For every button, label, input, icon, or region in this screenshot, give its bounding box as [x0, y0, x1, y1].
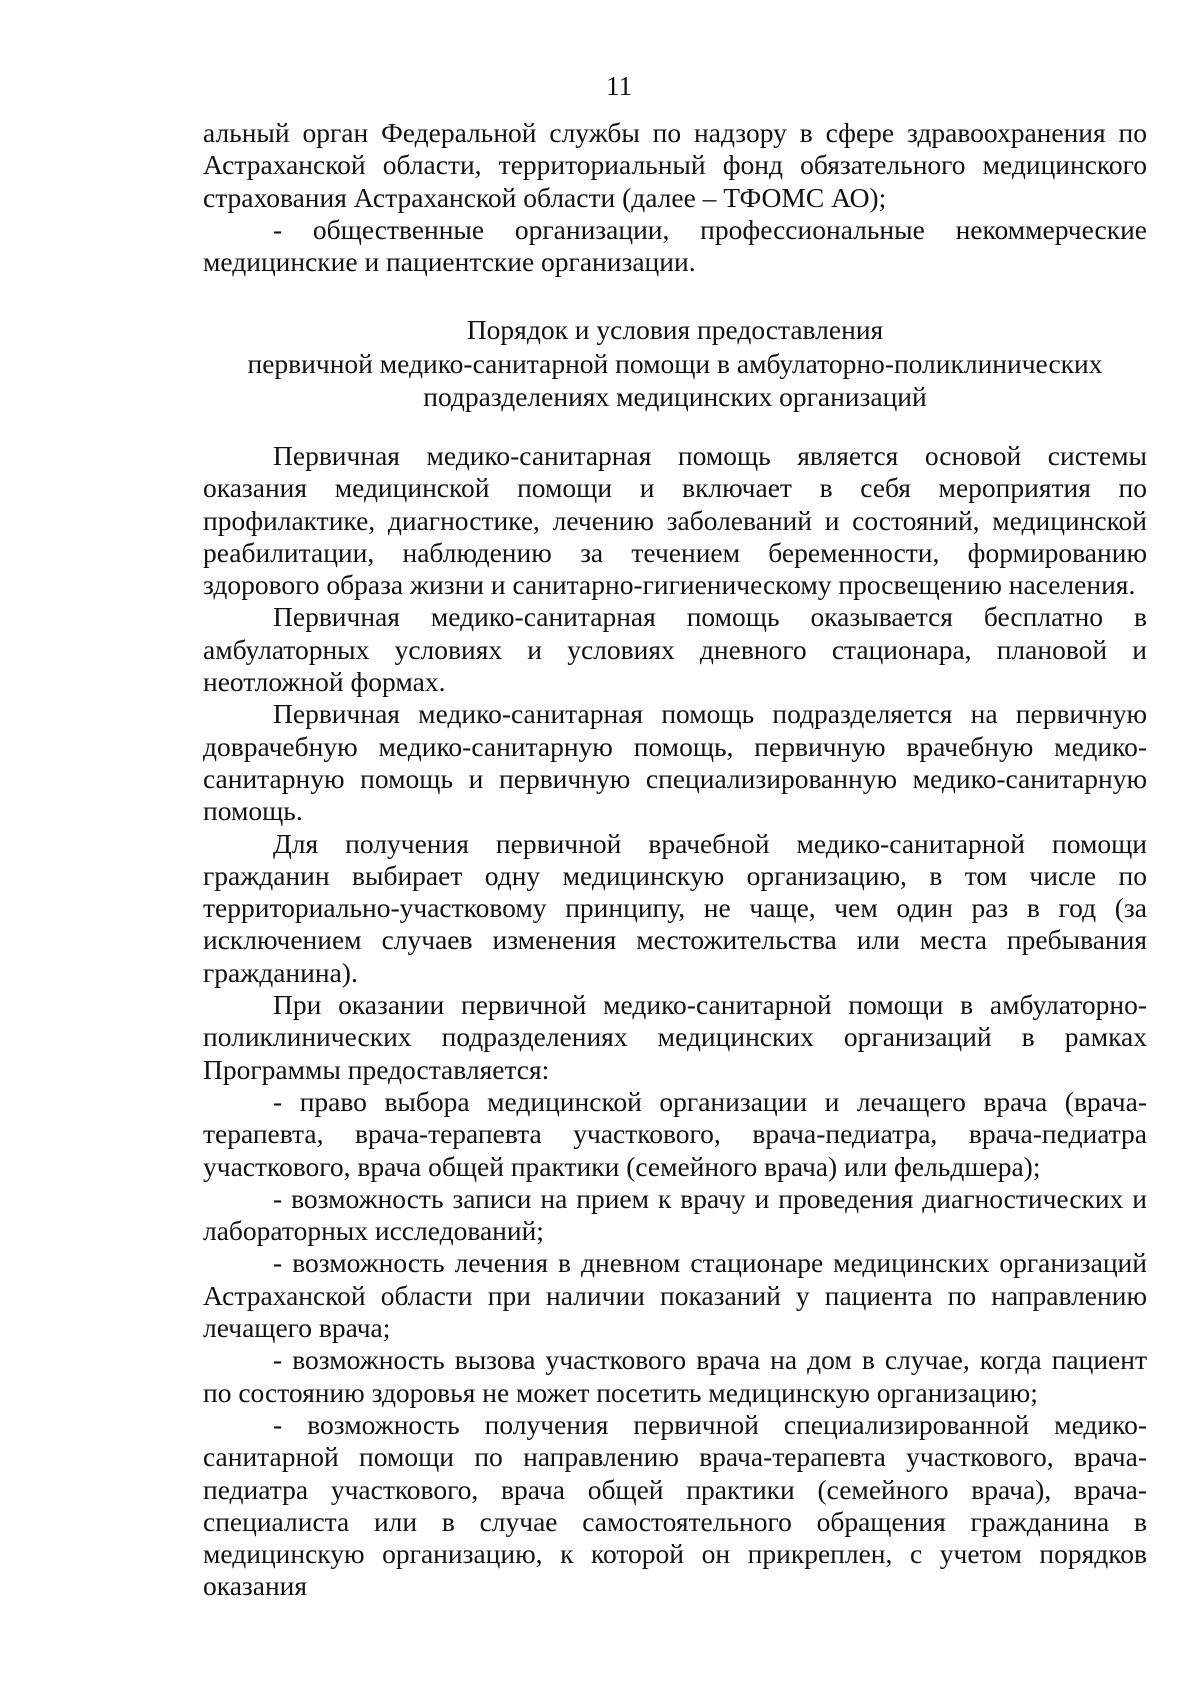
- section-body: [203, 440, 1147, 1603]
- list-item: - возможность получения первичной специализированной медико-санитарной помощи по направлению врача-терапевта участкового, врача-педиатра участкового, врача общей практики (семейного врача), врача-специалиста или в случае самостоятельного обращения гражданина в медицинскую организацию, к которой он прикреплен, с учетом порядков оказания: [203, 1408, 1147, 1602]
- paragraph: - общественные организации, профессиональные некоммерческие медицинские и пациентские организации.: [203, 213, 1147, 278]
- heading-line: подразделениях медицинских организаций: [423, 381, 927, 412]
- section-heading: [203, 313, 1147, 414]
- paragraph: альный орган Федеральной службы по надзору в сфере здравоохранения по Астраханской области, территориальный фонд обязательного медицинского страхования Астраханской области (далее – ТФОМС АО);: [203, 117, 1147, 213]
- list-item: - возможность записи на прием к врачу и проведения диагностических и лабораторных исследований;: [203, 1182, 1147, 1247]
- list-item: - право выбора медицинской организации и лечащего врача (врача-терапевта, врача-терапевта участкового, врача-педиатра, врача-педиатра участкового, врача общей практики (семейного врача) или фельдшера);: [203, 1085, 1147, 1182]
- list-item: - возможность лечения в дневном стационаре медицинских организаций Астраханской области при наличии показаний у пациента по направлению лечащего врача;: [203, 1247, 1147, 1344]
- page-number: 11: [606, 71, 632, 101]
- list-item: - возможность вызова участкового врача на дом в случае, когда пациент по состоянию здоровья не может посетить медицинскую организацию;: [203, 1344, 1147, 1408]
- paragraph: Первичная медико-санитарная помощь подразделяется на первичную доврачебную медико-санитарную помощь, первичную врачебную медико-санитарную помощь и первичную специализированную медико-санитарную помощь.: [203, 698, 1147, 827]
- heading-line: первичной медико-санитарной помощи в амбулаторно-поликлинических: [247, 347, 1103, 379]
- paragraph: Первичная медико-санитарная помощь оказывается бесплатно в амбулаторных условиях и условиях дневного стационара, плановой и неотложной формах.: [203, 601, 1147, 698]
- paragraph: Первичная медико-санитарная помощь является основой системы оказания медицинской помощи и включает в себя мероприятия по профилактике, диагностике, лечению заболеваний и состояний, медицинской реабилитации, наблюдению за течением беременности, формированию здорового образа жизни и санитарно-гигиеническому просвещению населения.: [203, 440, 1147, 601]
- paragraph: При оказании первичной медико-санитарной помощи в амбулаторно-поликлинических подразделениях медицинских организаций в рамках Программы предоставляется:: [203, 989, 1147, 1085]
- paragraph: Для получения первичной врачебной медико-санитарной помощи гражданин выбирает одну медицинскую организацию, в том числе по территориально-участковому принципу, не чаще, чем один раз в год (за исключением случаев изменения местожительства или места пребывания гражданина).: [203, 827, 1147, 988]
- intro-text: [203, 117, 1147, 278]
- heading-line: Порядок и условия предоставления: [466, 314, 884, 345]
